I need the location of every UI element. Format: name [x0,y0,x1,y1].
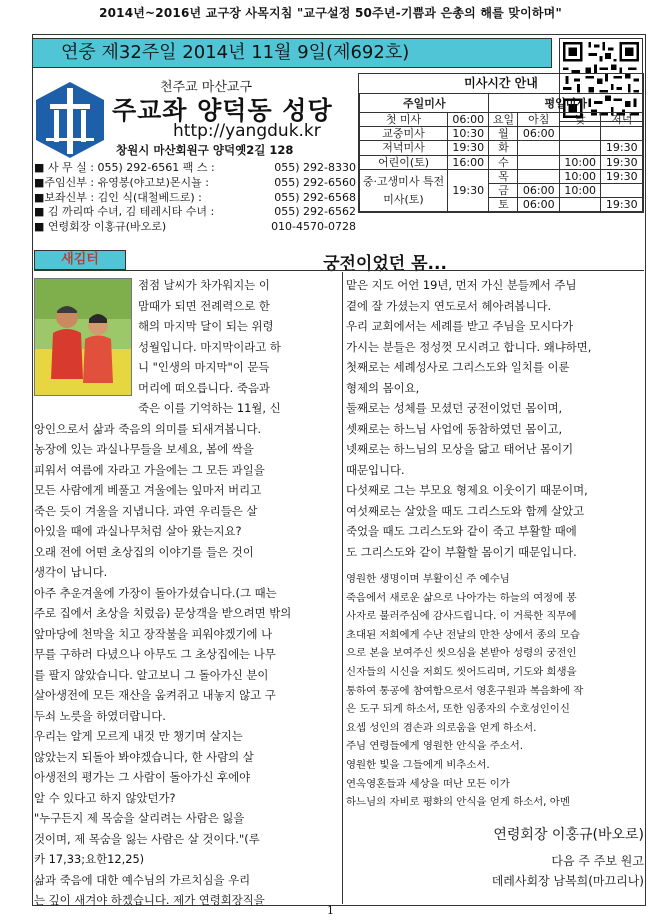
parish-name: 주교좌 양덕동 성당 [112,96,333,125]
next-week-label: 다음 주 주보 원고 [551,854,644,868]
mass-schedule-table [359,93,643,212]
table-row: 첫 미사 06:00 요일 아침 낮 저녁 [360,113,643,127]
contact-row-assistant: ■보좌신부 : 김인 식(대철베드로) : 055) 292-6568 [34,190,356,204]
divider [34,270,644,271]
table-row: 저녁미사 19:30 화 19:30 [360,141,643,155]
table-row: 교중미사 10:30 월 06:00 [360,127,643,141]
staff-contact-list [34,161,356,235]
mass-schedule [358,73,644,213]
article-right-column: 맡은 지도 어언 19년, 먼저 가신 분들께서 주님 곁에 잘 가셨는지 연도로서 헤아려봅니다. 우리 교회에서는 세례를 받고 주님을 모시다가 가시는 분들은 정성껏 모시려고 합니다. 왜냐하면, 첫째로는 세례성사로 그리스도와 일치를 이룬 형제의 몸이요, 둘째로는 성체를 모셨던 궁전이었던 몸이며, 셋째로는 하느님 사업에 동참하였던 몸이고, 넷째로는 하느님의 모상을 닮고 태어난 몸이기 때문입니다. 다섯째로 그는 부모요 형제요 이웃이기 때문이며, 여섯째로는 살았을 때도 그리스도와 함께 살았고 죽었을 때도 그리스도와 같이 죽고 부활할 때에 도 그리스도와 같이 부활할 몸이기 때문입니다. 영원한 생명이며 부활이신 주 예수님 죽음에서 새로운 삶으로 나아가는 하늘의 여정에 봉 사자로 불러주심에 감사드립니다. 이 거룩한 직무에 초대된 저희에게 수난 전날의 만찬 상에서 종의 모습 으로 본을 보여주신 씻으심을 본받아 성령의 궁전인 신자들의 시신을 저희도 씻어드리며, 기도와 희생을 통하여 통공에 참여함으로서 영혼구원과 복음화에 작 은 도구 되게 하소서, 또한 임종자의 수호성인이신 요셉 성인의 겸손과 의로움을 얻게 하소서. 주님 연령들에게 영원한 안식을 주소서. 영원한 빛을 그들에게 비추소서. 연옥영혼들과 세상을 떠난 모든 이가 하느님의 자비로 평화의 안식을 얻게 하소서, 아멘 [346,275,644,812]
diocese-name: 천주교 마산교구 [160,80,253,95]
contact-row-office: ■ 사 무 실 : 055) 292-6561 팩 스 : 055) 292-8330 [34,161,356,174]
article-title: 궁전이었던 몸... [323,254,447,274]
pastoral-motto: 2014년~2016년 교구장 사목지침 "교구설정 50주년-기쁨과 은총의 해를 맞이하며" [99,6,562,20]
table-row: 금 06:00 10:00 [360,183,643,197]
parish-address: 창원시 마산회원구 양덕옛2길 128 [116,143,294,157]
table-row: 토 06:00 19:30 [360,198,643,212]
contact-row-sisters: ■ 김 까리따 수녀, 김 테레시타 수녀 : 055) 292-6562 [34,205,356,219]
column-divider [342,272,343,904]
funeral-ministry-prayer: 영원한 생명이며 부활이신 주 예수님 죽음에서 새로운 삶으로 나아가는 하늘의 여정에 봉 사자로 불러주심에 감사드립니다. 이 거룩한 직무에 초대된 저희에게 수난 전날의 만찬 상에서 종의 모습 으로 본을 보여주신 씻으심을 본받아 성령의 궁전인 신자들의 시신을 저희도 씻어드리며, 기도와 희생을 통하여 통공에 참여함으로서 영혼구원과 복음화에 작 은 도구 되게 하소서, 또한 임종자의 수호성인이신 요셉 성인의 겸손과 의로움을 얻게 하소서. 주님 연령들에게 영원한 안식을 주소서. 영원한 빛을 그들에게 비추소서. 연옥영혼들과 세상을 떠난 모든 이가 하느님의 자비로 평화의 안식을 얻게 하소서, 아멘 [346,573,584,809]
next-week-author: 데레사회장 남복희(마끄리나) [491,874,644,888]
parish-logo [34,80,106,160]
parish-url[interactable]: http://yangduk.kr [173,121,321,141]
author-signature: 연령회장 이홍규(바오로) [493,827,644,843]
sunday-mass-header: 주일미사 [360,94,489,113]
weekday-mass-header: 평일미사 [489,94,643,113]
table-row: 어린이(토) 16:00 수 10:00 19:30 [360,155,643,169]
contact-row-funeral-head: ■ 연령회장 이홍규(바오로) 010-4570-0728 [34,220,356,234]
section-label: 새김터 [34,250,126,270]
mass-schedule-title: 미사시간 안내 [464,76,538,90]
issue-date-bar: 연중 제32주일 2014년 11월 9일(제692호) [32,38,552,68]
article-left-column: 점점 날씨가 차가워지는 이 맘때가 되면 전례력으로 한 해의 마지막 달이 되는 위령 성월입니다. 마지막이라고 하 니 "인생의 마지막"이 문득 머리에 떠오릅니다. 죽음과 죽은 이를 기억하는 11월, 신 앙인으로서 삶과 죽음의 의미를 되새겨봅니다. 농장에 있는 과실나무들을 보세요, 봄에 싹을 피워서 여름에 자라고 가을에는 그 모든 과일을 모든 사람에게 베풀고 겨울에는 잎마저 버리고 죽은 듯이 겨울을 지냅니다. 과연 우리들은 살 아있을 때에 과실나무처럼 살아 왔는지요? 오래 전에 어떤 초상집의 이야기를 들은 것이 생각이 납니다. 아주 추운겨울에 가장이 돌아가셨습니다.(그 때는 주로 집에서 초상을 치렀음) 문상객을 받으려면 밖의 앞마당에 천막을 치고 장작불을 피워야겠기에 나 무를 구하러 다녔으나 아무도 그 초상집에는 나무 를 팔지 않았습니다. 알고보니 그 돌아가신 분이 살아생전에 모든 재산을 움켜쥐고 내놓지 않고 구 두쇠 노릇을 하였더랍니다. 우리는 알게 모르게 내것 만 챙기며 살지는 않았는지 되돌아 봐야겠습니다, 한 사람의 살 아생전의 평가는 그 사람이 돌아가신 후에야 알 수 있다고 하지 않았던가? "누구든지 제 목숨을 살리려는 사람은 잃을 것이며, 제 목숨을 잃는 사람은 살 것이다."(루 카 17,33;요한12,25) 삶과 죽음에 대한 예수님의 가르치심을 우리 는 깊이 새겨야 하겠습니다. 제가 연령회장직을 [34,275,340,911]
table-row: 중·고생미사 특전미사(토) 19:30 목 10:00 19:30 [360,169,643,183]
intro-block: 점점 날씨가 차가워지는 이 맘때가 되면 전례력으로 한 해의 마지막 달이 되는 위령 성월입니다. 마지막이라고 하 니 "인생의 마지막"이 문득 머리에 떠오릅니다. 죽음과 죽은 이를 기억하는 11월, 신 [138,278,281,415]
contact-row-pastor: ■주임신부 : 유영봉(야고보)몬시뇰 : 055) 292-6560 [34,175,356,189]
page-number: 1 [327,904,334,917]
